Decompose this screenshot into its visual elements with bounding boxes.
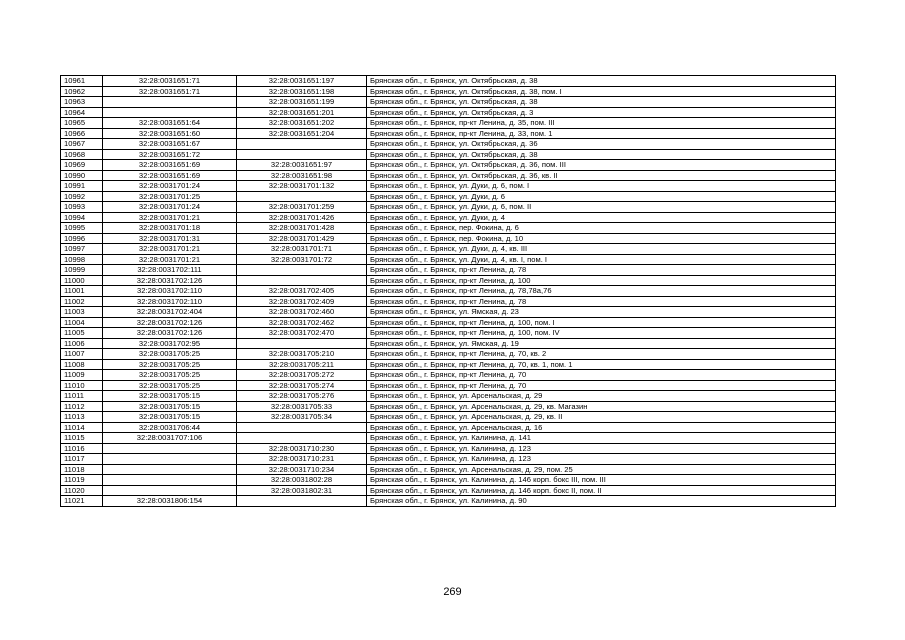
object-number-cell: 32:28:0031702:470 xyxy=(237,328,367,339)
parcel-number-cell: 32:28:0031705:25 xyxy=(103,380,237,391)
row-number-cell: 10998 xyxy=(61,254,103,265)
parcel-number-cell: 32:28:0031705:15 xyxy=(103,412,237,423)
parcel-number-cell: 32:28:0031701:18 xyxy=(103,223,237,234)
address-cell: Брянская обл., г. Брянск, пр-кт Ленина, д. 78 xyxy=(367,265,836,276)
address-cell: Брянская обл., г. Брянск, ул. Октябрьская, д. 38 xyxy=(367,149,836,160)
address-cell: Брянская обл., г. Брянск, пр-кт Ленина, д. 70 xyxy=(367,370,836,381)
object-number-cell xyxy=(237,422,367,433)
address-cell: Брянская обл., г. Брянск, ул. Дуки, д. 4 xyxy=(367,212,836,223)
table-row xyxy=(61,412,836,423)
address-cell: Брянская обл., г. Брянск, ул. Октябрьская, д. 36, кв. II xyxy=(367,170,836,181)
table-row xyxy=(61,212,836,223)
parcel-number-cell xyxy=(103,485,237,496)
address-cell: Брянская обл., г. Брянск, ул. Арсенальская, д. 29, кв. Магазин xyxy=(367,401,836,412)
row-number-cell: 11021 xyxy=(61,496,103,507)
table-row xyxy=(61,286,836,297)
address-cell: Брянская обл., г. Брянск, ул. Арсенальская, д. 16 xyxy=(367,422,836,433)
object-number-cell: 32:28:0031710:230 xyxy=(237,443,367,454)
table-row xyxy=(61,265,836,276)
object-number-cell xyxy=(237,139,367,150)
table-row xyxy=(61,107,836,118)
address-cell: Брянская обл., г. Брянск, ул. Дуки, д. 4, кв. I, пом. I xyxy=(367,254,836,265)
object-number-cell: 32:28:0031651:198 xyxy=(237,86,367,97)
row-number-cell: 10962 xyxy=(61,86,103,97)
address-cell: Брянская обл., г. Брянск, пер. Фокина, д. 6 xyxy=(367,223,836,234)
object-number-cell xyxy=(237,275,367,286)
parcel-number-cell: 32:28:0031702:404 xyxy=(103,307,237,318)
row-number-cell: 11019 xyxy=(61,475,103,486)
object-number-cell: 32:28:0031701:428 xyxy=(237,223,367,234)
table-row xyxy=(61,202,836,213)
address-cell: Брянская обл., г. Брянск, пр-кт Ленина, д. 100, пом. I xyxy=(367,317,836,328)
object-number-cell: 32:28:0031651:204 xyxy=(237,128,367,139)
parcel-number-cell: 32:28:0031651:72 xyxy=(103,149,237,160)
row-number-cell: 11005 xyxy=(61,328,103,339)
object-number-cell: 32:28:0031651:98 xyxy=(237,170,367,181)
parcel-number-cell: 32:28:0031702:110 xyxy=(103,296,237,307)
registry-table-body xyxy=(61,76,836,507)
row-number-cell: 10966 xyxy=(61,128,103,139)
row-number-cell: 10993 xyxy=(61,202,103,213)
row-number-cell: 11008 xyxy=(61,359,103,370)
row-number-cell: 10967 xyxy=(61,139,103,150)
address-cell: Брянская обл., г. Брянск, ул. Октябрьская, д. 38, пом. I xyxy=(367,86,836,97)
table-row xyxy=(61,118,836,129)
table-row xyxy=(61,296,836,307)
row-number-cell: 11011 xyxy=(61,391,103,402)
address-cell: Брянская обл., г. Брянск, пр-кт Ленина, д. 33, пом. 1 xyxy=(367,128,836,139)
object-number-cell: 32:28:0031710:231 xyxy=(237,454,367,465)
parcel-number-cell: 32:28:0031806:154 xyxy=(103,496,237,507)
address-cell: Брянская обл., г. Брянск, пр-кт Ленина, д. 78,78а,76 xyxy=(367,286,836,297)
object-number-cell: 32:28:0031702:462 xyxy=(237,317,367,328)
parcel-number-cell: 32:28:0031705:15 xyxy=(103,401,237,412)
table-row xyxy=(61,128,836,139)
table-row xyxy=(61,149,836,160)
object-number-cell: 32:28:0031705:33 xyxy=(237,401,367,412)
parcel-number-cell: 32:28:0031705:25 xyxy=(103,349,237,360)
object-number-cell: 32:28:0031705:210 xyxy=(237,349,367,360)
row-number-cell: 11013 xyxy=(61,412,103,423)
address-cell: Брянская обл., г. Брянск, ул. Калинина, д. 141 xyxy=(367,433,836,444)
row-number-cell: 11018 xyxy=(61,464,103,475)
object-number-cell: 32:28:0031702:409 xyxy=(237,296,367,307)
address-cell: Брянская обл., г. Брянск, ул. Ямская, д. 23 xyxy=(367,307,836,318)
row-number-cell: 11002 xyxy=(61,296,103,307)
object-number-cell: 32:28:0031701:72 xyxy=(237,254,367,265)
row-number-cell: 10963 xyxy=(61,97,103,108)
row-number-cell: 11017 xyxy=(61,454,103,465)
table-row xyxy=(61,475,836,486)
row-number-cell: 10995 xyxy=(61,223,103,234)
object-number-cell: 32:28:0031701:259 xyxy=(237,202,367,213)
object-number-cell: 32:28:0031701:426 xyxy=(237,212,367,223)
row-number-cell: 11015 xyxy=(61,433,103,444)
object-number-cell: 32:28:0031705:272 xyxy=(237,370,367,381)
table-row xyxy=(61,160,836,171)
object-number-cell xyxy=(237,433,367,444)
table-row xyxy=(61,485,836,496)
row-number-cell: 11004 xyxy=(61,317,103,328)
table-row xyxy=(61,391,836,402)
parcel-number-cell: 32:28:0031651:69 xyxy=(103,160,237,171)
address-cell: Брянская обл., г. Брянск, пр-кт Ленина, д. 70 xyxy=(367,380,836,391)
object-number-cell: 32:28:0031701:71 xyxy=(237,244,367,255)
row-number-cell: 11003 xyxy=(61,307,103,318)
parcel-number-cell xyxy=(103,443,237,454)
table-row xyxy=(61,380,836,391)
parcel-number-cell xyxy=(103,475,237,486)
row-number-cell: 11001 xyxy=(61,286,103,297)
parcel-number-cell: 32:28:0031651:60 xyxy=(103,128,237,139)
row-number-cell: 11014 xyxy=(61,422,103,433)
row-number-cell: 11020 xyxy=(61,485,103,496)
object-number-cell xyxy=(237,191,367,202)
address-cell: Брянская обл., г. Брянск, ул. Октябрьская, д. 38 xyxy=(367,76,836,87)
row-number-cell: 10990 xyxy=(61,170,103,181)
parcel-number-cell: 32:28:0031702:110 xyxy=(103,286,237,297)
table-row xyxy=(61,317,836,328)
row-number-cell: 10996 xyxy=(61,233,103,244)
address-cell: Брянская обл., г. Брянск, ул. Октябрьская, д. 3 xyxy=(367,107,836,118)
parcel-number-cell: 32:28:0031705:15 xyxy=(103,391,237,402)
parcel-number-cell xyxy=(103,454,237,465)
address-cell: Брянская обл., г. Брянск, ул. Ямская, д. 19 xyxy=(367,338,836,349)
table-row xyxy=(61,443,836,454)
address-cell: Брянская обл., г. Брянск, пр-кт Ленина, д. 100 xyxy=(367,275,836,286)
table-row xyxy=(61,338,836,349)
address-cell: Брянская обл., г. Брянск, пр-кт Ленина, д. 78 xyxy=(367,296,836,307)
object-number-cell: 32:28:0031702:460 xyxy=(237,307,367,318)
object-number-cell: 32:28:0031651:202 xyxy=(237,118,367,129)
address-cell: Брянская обл., г. Брянск, ул. Арсенальская, д. 29, кв. II xyxy=(367,412,836,423)
table-row xyxy=(61,454,836,465)
address-cell: Брянская обл., г. Брянск, ул. Калинина, д. 146 корп. бокс II, пом. II xyxy=(367,485,836,496)
address-cell: Брянская обл., г. Брянск, пр-кт Ленина, д. 100, пом. IV xyxy=(367,328,836,339)
table-row xyxy=(61,464,836,475)
parcel-number-cell: 32:28:0031702:111 xyxy=(103,265,237,276)
address-cell: Брянская обл., г. Брянск, пр-кт Ленина, д. 35, пом. III xyxy=(367,118,836,129)
parcel-number-cell: 32:28:0031702:126 xyxy=(103,328,237,339)
table-row xyxy=(61,170,836,181)
object-number-cell xyxy=(237,496,367,507)
row-number-cell: 10991 xyxy=(61,181,103,192)
row-number-cell: 10969 xyxy=(61,160,103,171)
object-number-cell: 32:28:0031701:429 xyxy=(237,233,367,244)
row-number-cell: 11016 xyxy=(61,443,103,454)
row-number-cell: 10994 xyxy=(61,212,103,223)
row-number-cell: 10968 xyxy=(61,149,103,160)
object-number-cell: 32:28:0031802:28 xyxy=(237,475,367,486)
object-number-cell: 32:28:0031705:276 xyxy=(237,391,367,402)
row-number-cell: 11007 xyxy=(61,349,103,360)
parcel-number-cell: 32:28:0031701:21 xyxy=(103,212,237,223)
object-number-cell: 32:28:0031705:211 xyxy=(237,359,367,370)
row-number-cell: 11000 xyxy=(61,275,103,286)
object-number-cell: 32:28:0031802:31 xyxy=(237,485,367,496)
address-cell: Брянская обл., г. Брянск, ул. Дуки, д. 4, кв. III xyxy=(367,244,836,255)
table-row xyxy=(61,97,836,108)
address-cell: Брянская обл., г. Брянск, пр-кт Ленина, д. 70, кв. 1, пом. 1 xyxy=(367,359,836,370)
table-row xyxy=(61,328,836,339)
parcel-number-cell: 32:28:0031701:21 xyxy=(103,254,237,265)
parcel-number-cell: 32:28:0031706:44 xyxy=(103,422,237,433)
row-number-cell: 10999 xyxy=(61,265,103,276)
parcel-number-cell: 32:28:0031707:106 xyxy=(103,433,237,444)
address-cell: Брянская обл., г. Брянск, ул. Октябрьская, д. 38 xyxy=(367,97,836,108)
parcel-number-cell: 32:28:0031701:24 xyxy=(103,202,237,213)
table-row xyxy=(61,139,836,150)
page-number: 269 xyxy=(443,586,462,598)
parcel-number-cell: 32:28:0031701:25 xyxy=(103,191,237,202)
row-number-cell: 11009 xyxy=(61,370,103,381)
address-cell: Брянская обл., г. Брянск, ул. Калинина, д. 123 xyxy=(367,454,836,465)
object-number-cell xyxy=(237,338,367,349)
row-number-cell: 11012 xyxy=(61,401,103,412)
parcel-number-cell: 32:28:0031705:25 xyxy=(103,370,237,381)
parcel-number-cell xyxy=(103,464,237,475)
parcel-number-cell xyxy=(103,97,237,108)
table-row xyxy=(61,244,836,255)
object-number-cell: 32:28:0031651:97 xyxy=(237,160,367,171)
address-cell: Брянская обл., г. Брянск, пер. Фокина, д. 10 xyxy=(367,233,836,244)
address-cell: Брянская обл., г. Брянск, ул. Арсенальская, д. 29, пом. 25 xyxy=(367,464,836,475)
row-number-cell: 11010 xyxy=(61,380,103,391)
registry-table xyxy=(60,75,836,507)
object-number-cell xyxy=(237,149,367,160)
address-cell: Брянская обл., г. Брянск, ул. Дуки, д. 6, пом. I xyxy=(367,181,836,192)
row-number-cell: 10992 xyxy=(61,191,103,202)
table-row xyxy=(61,422,836,433)
parcel-number-cell: 32:28:0031702:126 xyxy=(103,317,237,328)
parcel-number-cell xyxy=(103,107,237,118)
parcel-number-cell: 32:28:0031702:95 xyxy=(103,338,237,349)
address-cell: Брянская обл., г. Брянск, ул. Дуки, д. 6 xyxy=(367,191,836,202)
row-number-cell: 10997 xyxy=(61,244,103,255)
row-number-cell: 11006 xyxy=(61,338,103,349)
object-number-cell: 32:28:0031702:405 xyxy=(237,286,367,297)
parcel-number-cell: 32:28:0031651:71 xyxy=(103,86,237,97)
table-row xyxy=(61,76,836,87)
object-number-cell: 32:28:0031651:197 xyxy=(237,76,367,87)
address-cell: Брянская обл., г. Брянск, пр-кт Ленина, д. 70, кв. 2 xyxy=(367,349,836,360)
table-row xyxy=(61,86,836,97)
address-cell: Брянская обл., г. Брянск, ул. Арсенальская, д. 29 xyxy=(367,391,836,402)
object-number-cell xyxy=(237,265,367,276)
parcel-number-cell: 32:28:0031651:71 xyxy=(103,76,237,87)
object-number-cell: 32:28:0031651:199 xyxy=(237,97,367,108)
object-number-cell: 32:28:0031701:132 xyxy=(237,181,367,192)
address-cell: Брянская обл., г. Брянск, ул. Калинина, д. 123 xyxy=(367,443,836,454)
object-number-cell: 32:28:0031710:234 xyxy=(237,464,367,475)
address-cell: Брянская обл., г. Брянск, ул. Дуки, д. 6, пом. II xyxy=(367,202,836,213)
table-row xyxy=(61,233,836,244)
table-row xyxy=(61,349,836,360)
address-cell: Брянская обл., г. Брянск, ул. Калинина, д. 90 xyxy=(367,496,836,507)
parcel-number-cell: 32:28:0031651:67 xyxy=(103,139,237,150)
table-row xyxy=(61,359,836,370)
parcel-number-cell: 32:28:0031651:69 xyxy=(103,170,237,181)
row-number-cell: 10961 xyxy=(61,76,103,87)
parcel-number-cell: 32:28:0031701:24 xyxy=(103,181,237,192)
row-number-cell: 10964 xyxy=(61,107,103,118)
table-row xyxy=(61,181,836,192)
parcel-number-cell: 32:28:0031705:25 xyxy=(103,359,237,370)
table-row xyxy=(61,275,836,286)
parcel-number-cell: 32:28:0031701:31 xyxy=(103,233,237,244)
object-number-cell: 32:28:0031705:274 xyxy=(237,380,367,391)
address-cell: Брянская обл., г. Брянск, ул. Октябрьская, д. 36, пом. III xyxy=(367,160,836,171)
address-cell: Брянская обл., г. Брянск, ул. Октябрьская, д. 36 xyxy=(367,139,836,150)
parcel-number-cell: 32:28:0031651:64 xyxy=(103,118,237,129)
table-row xyxy=(61,370,836,381)
parcel-number-cell: 32:28:0031702:126 xyxy=(103,275,237,286)
object-number-cell: 32:28:0031705:34 xyxy=(237,412,367,423)
table-row xyxy=(61,191,836,202)
table-row xyxy=(61,496,836,507)
object-number-cell: 32:28:0031651:201 xyxy=(237,107,367,118)
table-row xyxy=(61,401,836,412)
address-cell: Брянская обл., г. Брянск, ул. Калинина, д. 146 корп. бокс III, пом. III xyxy=(367,475,836,486)
table-row xyxy=(61,254,836,265)
row-number-cell: 10965 xyxy=(61,118,103,129)
table-row xyxy=(61,307,836,318)
table-row xyxy=(61,433,836,444)
parcel-number-cell: 32:28:0031701:21 xyxy=(103,244,237,255)
table-row xyxy=(61,223,836,234)
